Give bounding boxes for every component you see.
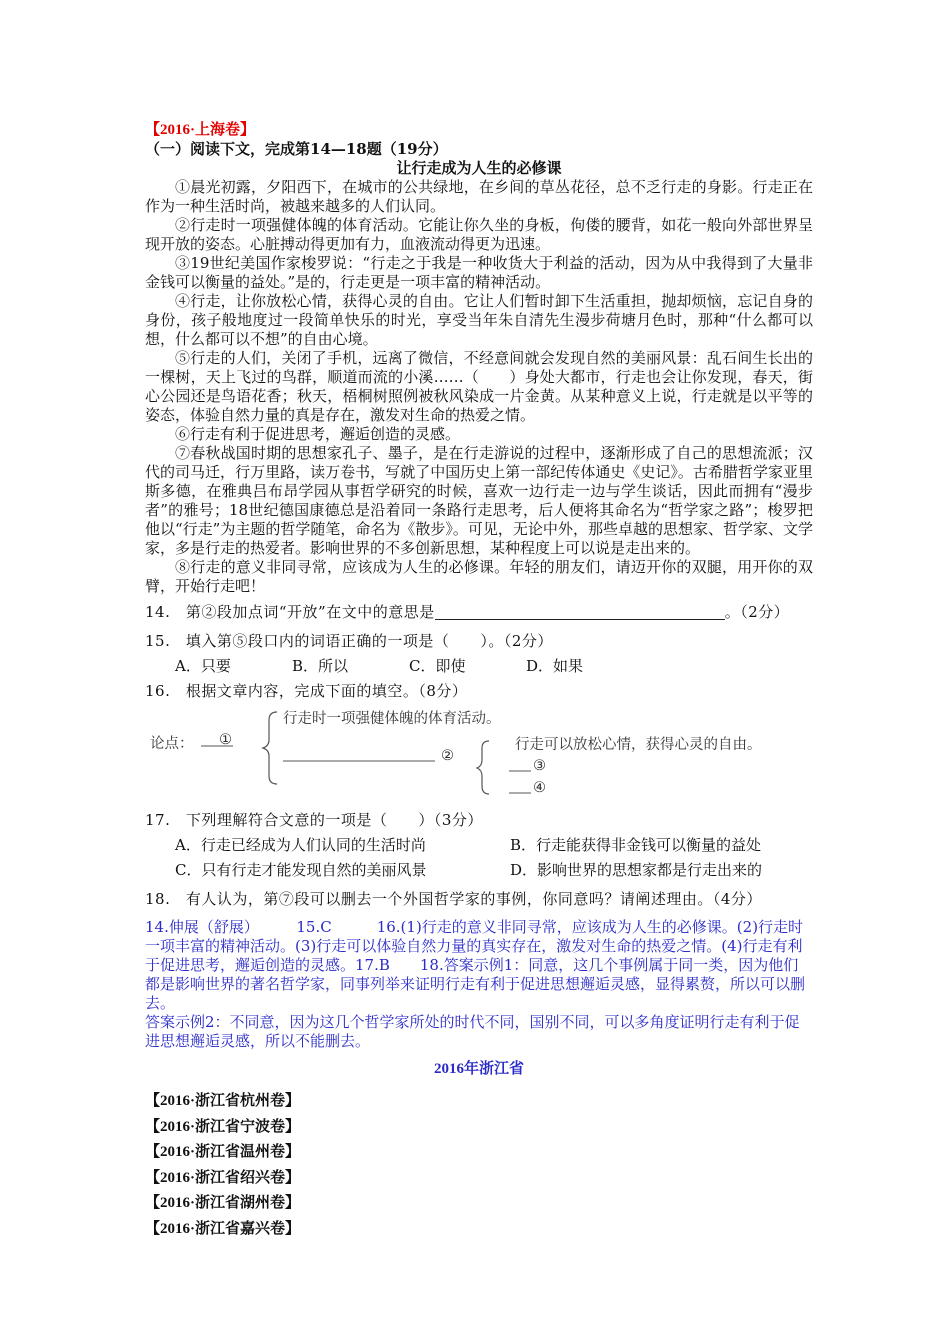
answer-key [145, 918, 813, 1051]
answer-line-1: 14.伸展（舒展） 15.C 16.(1)行走的意义非同寻常，应该成为人生的必修课。(2)行走时一项丰富的精神活动。(3)行走可以体验自然力量的真实存在，激发对生命的热爱之情。(4)行走有利于促进思考，邂逅创造的灵感。17.B 18.答案示例1：同意，这几个事例属于同一类，因为他们都是影响世界的著名哲学家，同事列举来证明行走有利于促进思想邂逅灵感，显得累赘，所以可以删去。 [145, 918, 806, 1012]
paragraph-5: ⑤行走的人们，关闭了手机，远离了微信，不经意间就会发现自然的美丽风景：乱石间生长出的一棵树，天上飞过的鸟群，顺道而流的小溪……（ ）身处大都市，行走也会让你发现，春天，街心公园还是鸟语花香；秋天，梧桐树照例被秋风染成一片金黄。从某种意义上说，行走就是以平等的姿态，体验自然力量的真是存在，激发对生命的热爱之情。 [145, 349, 813, 424]
paragraph-6: ⑥行走有利于促进思考，邂逅创造的灵感。 [175, 425, 461, 443]
diagram-number-1: ① [219, 732, 232, 748]
question-14-score: 。（2分） [724, 603, 790, 621]
paragraph-3: ③19世纪美国作家梭罗说：“行走之于我是一种收货大于利益的活动，因为从中我得到了大量非金钱可以衡量的益处。”是的，行走更是一项丰富的精神活动。 [145, 254, 813, 291]
diagram-number-4: ④ [533, 780, 546, 796]
zhejiang-shaoxing: 【2016·浙江省绍兴卷】 [145, 1169, 301, 1186]
paragraph-2: ②行走时一项强健体魄的体育活动。它能让你久坐的身板，佝偻的腰背，如花一般向外部世界呈现开放的姿态。心脏搏动得更加有力，血液流动得更为迅速。 [145, 216, 813, 253]
paragraph-4: ④行走，让你放松心情，获得心灵的自由。它让人们暂时卸下生活重担，抛却烦恼，忘记自身的身份，孩子般地度过一段简单快乐的时光，享受当年朱自清先生漫步荷塘月色时，那种“什么都可以想，什么都可以不想”的自由心境。 [145, 292, 813, 348]
option-c: C．即使 [409, 657, 466, 675]
diagram-sub-point: 行走可以放松心情，获得心灵的自由。 [515, 737, 762, 753]
diagram-number-3: ③ [533, 758, 546, 774]
question-17-options-row2 [175, 858, 813, 883]
diagram-top-point: 行走时一项强健体魄的体育活动。 [283, 711, 501, 727]
question-16: 16. 根据文章内容，完成下面的填空。（8分） [145, 682, 468, 700]
answer-line-2: 答案示例2：不同意，因为这几个哲学家所处的时代不同，国别不同，可以多角度证明行走有利于促进思想邂逅灵感，所以不能删去。 [145, 1013, 800, 1050]
answer-blank[interactable] [435, 603, 725, 620]
paragraph-1: ①晨光初露，夕阳西下，在城市的公共绿地，在乡间的草丛花径，总不乏行走的身影。行走正在作为一种生活时尚，被越来越多的人们认同。 [145, 178, 813, 215]
option-c: C．只有行走才能发现自然的美丽风景 [175, 861, 427, 879]
section-title: （一）阅读下文，完成第14—18题（19分） [145, 140, 448, 158]
exam-tag: 【2016·上海卷】 [145, 122, 256, 138]
diagram-number-2: ② [441, 748, 454, 764]
question-18: 18. 有人认为，第⑦段可以删去一个外国哲学家的事例，你同意吗？请阐述理由。（4分） [145, 890, 762, 908]
option-b: B．行走能获得非金钱可以衡量的益处 [510, 836, 762, 854]
paragraph-8: ⑧行走的意义非同寻常，应该成为人生的必修课。年轻的朋友们，请迈开你的双腿，用开你的双臂，开始行走吧！ [145, 558, 813, 595]
diagram-label: 论点： [150, 736, 194, 752]
zhejiang-hangzhou: 【2016·浙江省杭州卷】 [145, 1093, 301, 1109]
document-page [145, 120, 813, 1242]
option-a: A．只要 [175, 657, 231, 675]
zhejiang-wenzhou: 【2016·浙江省温州卷】 [145, 1144, 301, 1160]
option-b: B．所以 [292, 657, 349, 675]
option-d: D．影响世界的思想家都是行走出来的 [510, 861, 763, 879]
question-14-text: 14. 第②段加点词“开放”在文中的意思是 [145, 603, 435, 621]
option-d: D．如果 [526, 657, 584, 675]
zhejiang-section-title: 2016年浙江省 [433, 1061, 524, 1077]
article-title: 让行走成为人生的必修课 [396, 159, 562, 177]
option-a: A．行走已经成为人们认同的生活时尚 [175, 836, 426, 854]
question-15-options [175, 654, 813, 679]
question-17: 17. 下列理解符合文意的一项是（ ）（3分） [145, 811, 483, 829]
paragraph-7: ⑦春秋战国时期的思想家孔子、墨子，是在行走游说的过程中，逐渐形成了自己的思想流派；汉代的司马迁，行万里路，读万卷书，写就了中国历史上第一部纪传体通史《史记》。古希腊哲学家亚里斯多德，在雅典吕布昂学园从事哲学研究的时候，喜欢一边行走一边与学生谈话，因此而拥有“漫步者”的雅号；18世纪德国康德总是沿着同一条路行走思考，后人便将其命名为“哲学家之路”；梭罗把他以“行走”为主题的哲学随笔，命名为《散步》。可见，无论中外，那些卓越的思想家、哲学家、文学家，多是行走的热爱者。影响世界的不多创新思想，某种程度上可以说是走出来的。 [145, 444, 813, 557]
argument-diagram [145, 706, 813, 802]
zhejiang-jiaxing: 【2016·浙江省嘉兴卷】 [145, 1220, 301, 1237]
question-15: 15. 填入第⑤段口内的词语正确的一项是（ ）。（2分） [145, 632, 553, 650]
zhejiang-ningbo: 【2016·浙江省宁波卷】 [145, 1118, 301, 1135]
question-17-options [175, 833, 813, 858]
zhejiang-huzhou: 【2016·浙江省湖州卷】 [145, 1195, 301, 1211]
question-14 [145, 600, 813, 625]
